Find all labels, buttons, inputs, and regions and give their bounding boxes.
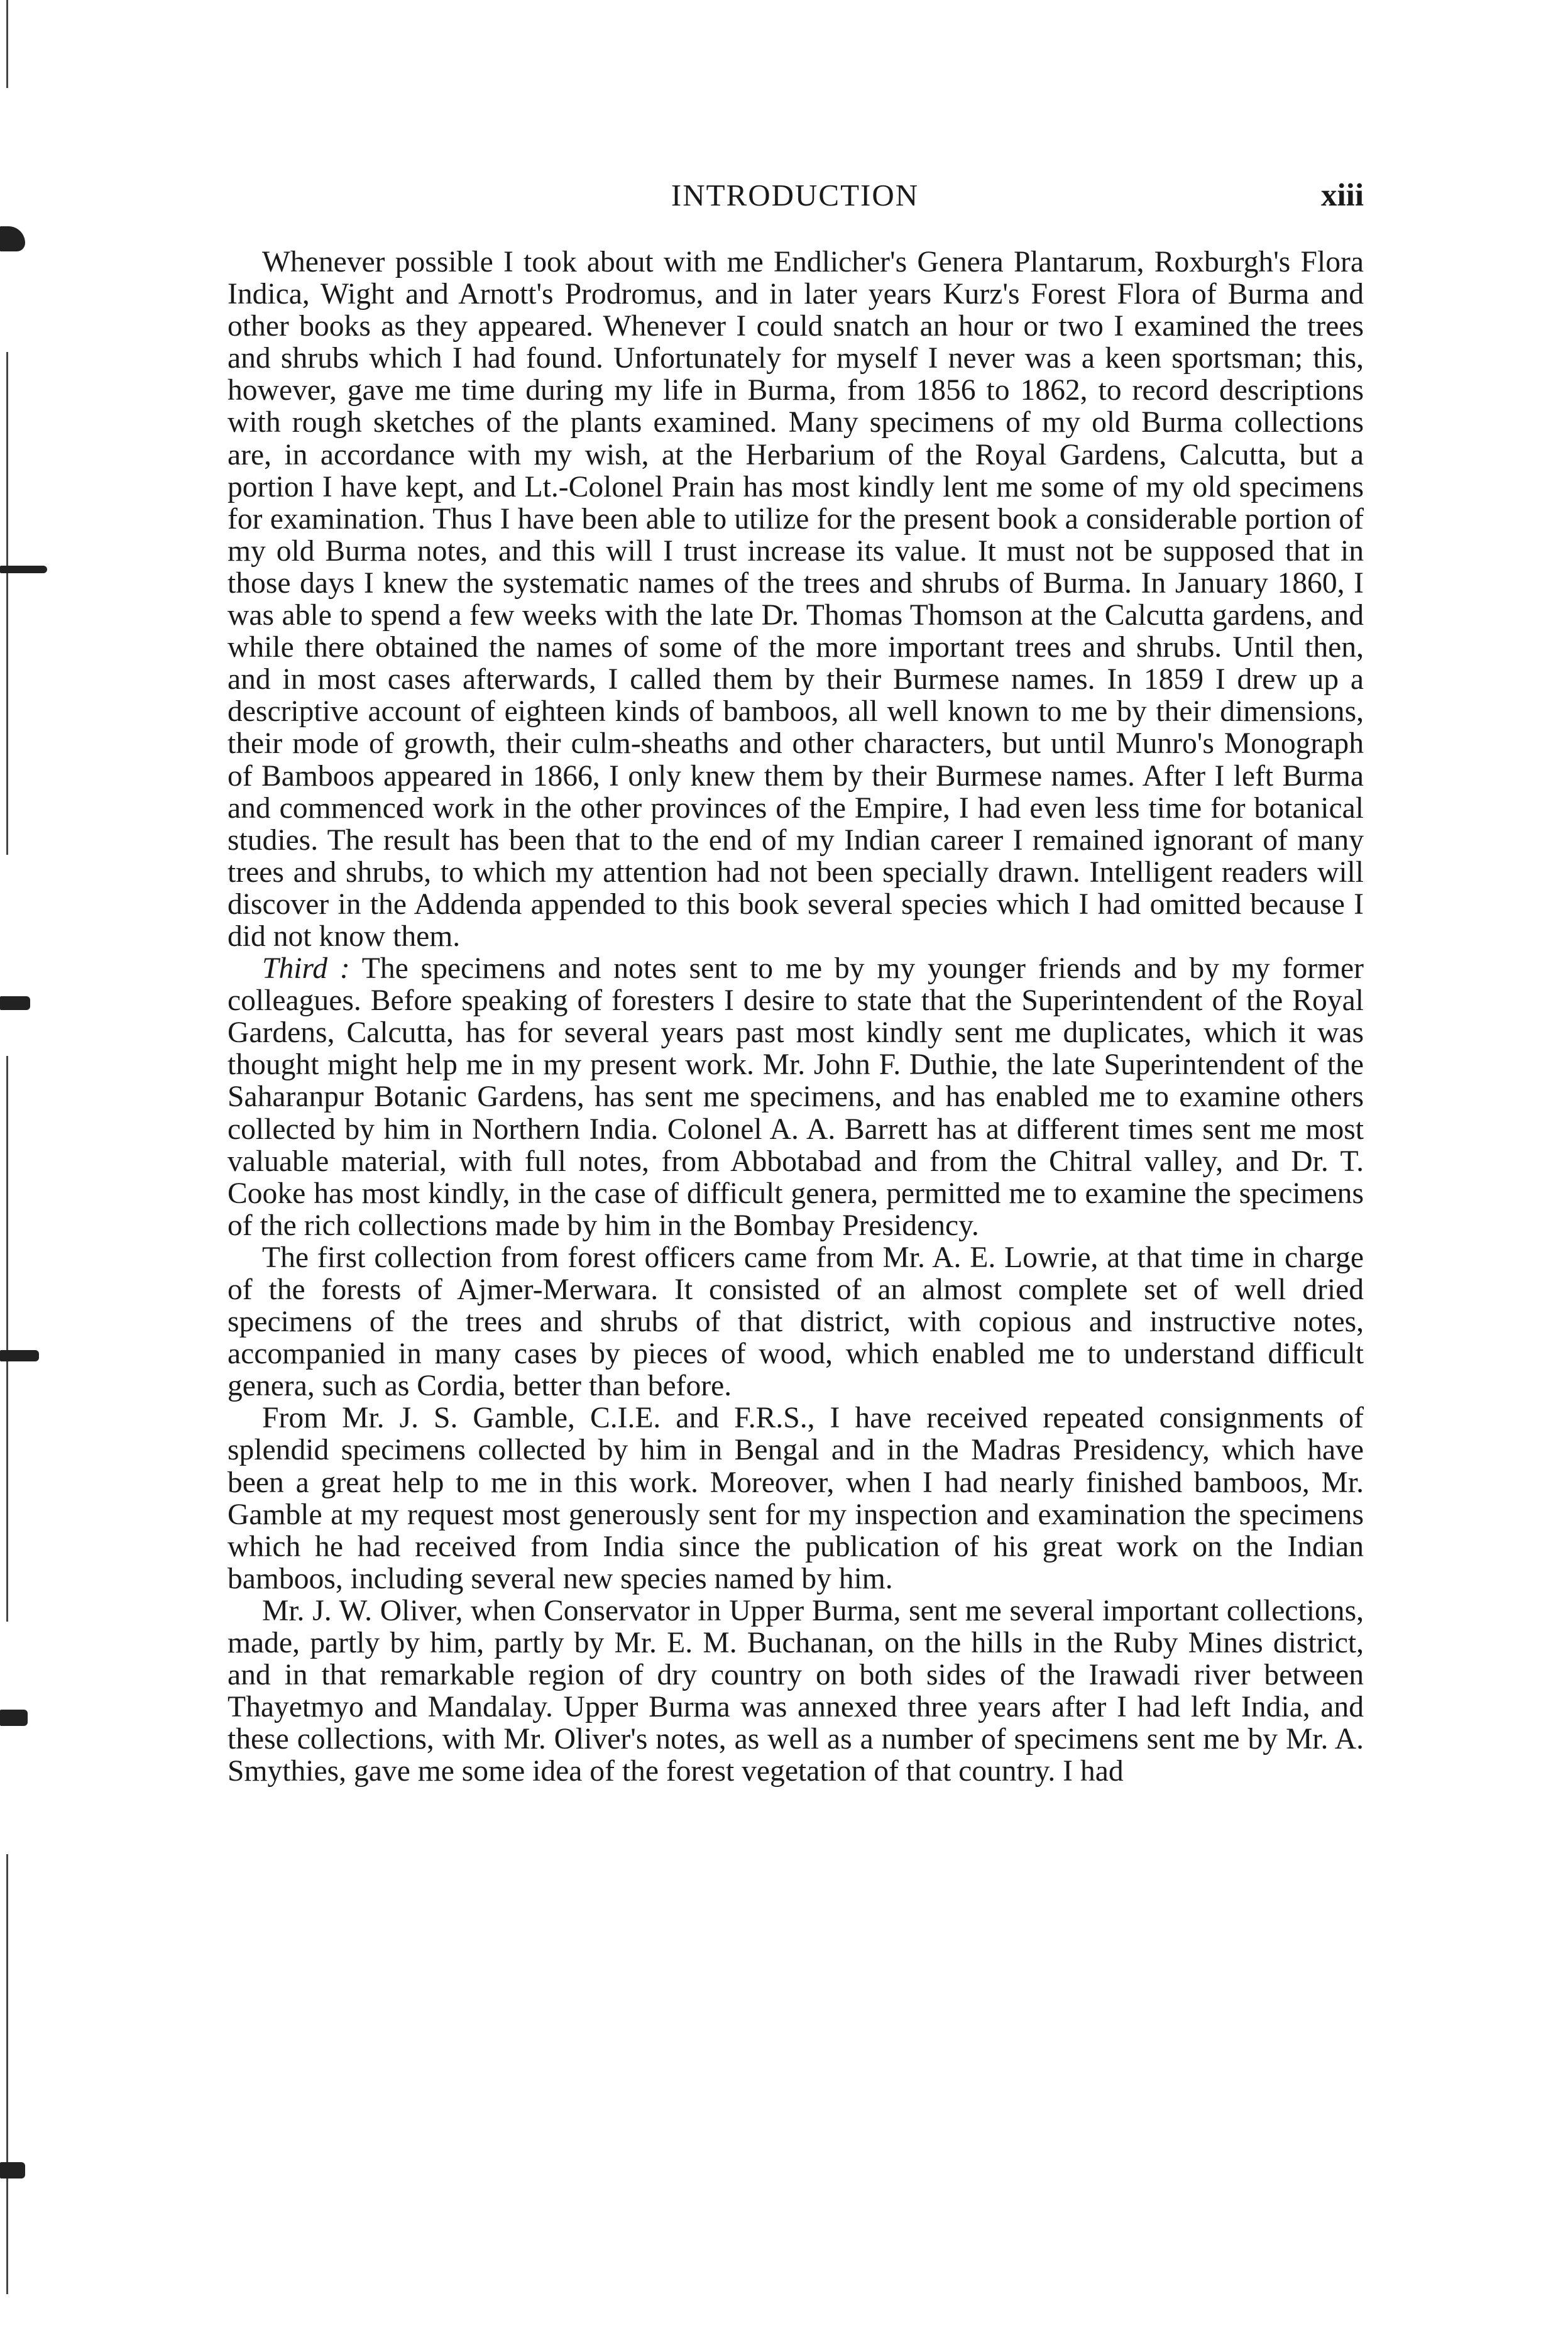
- scan-margin-mark: [0, 226, 25, 251]
- page-number: xiii: [1320, 178, 1364, 213]
- paragraph: [228, 1242, 1364, 1402]
- scan-margin-mark: [0, 996, 30, 1010]
- paragraph: [228, 246, 1364, 953]
- scan-margin-mark: [0, 1710, 28, 1726]
- paragraph: [228, 1595, 1364, 1788]
- paragraph: [228, 1402, 1364, 1595]
- scan-margin-mark: [0, 1350, 39, 1361]
- binding-edge-rule: [6, 352, 8, 855]
- paragraph-text: The specimens and notes sent to me by my younger friends and by my former colleagues. Before speaking of foresters I desire to state that the Superintendent of the Royal Gardens, Calcutta, has for several years past most kindly sent me duplicates, which it was thought might help me in my present work. Mr. John F. Duthie, the late Superintendent of the Saharanpur Botanic Gardens, has sent me specimens, and has enabled me to examine others collected by him in Northern India. Colonel A. A. Barrett has at different times sent me most valuable material, with full notes, from Abbotabad and from the Chitral valley, and Dr. T. Cooke has most kindly, in the case of difficult genera, permitted me to examine the specimens of the rich collections made by him in the Bombay Presidency.: [228, 952, 1364, 1242]
- running-title: INTRODUCTION: [671, 178, 919, 212]
- scan-margin-mark: [0, 2162, 25, 2178]
- body-text: [228, 246, 1364, 1788]
- paragraph-text: Whenever possible I took about with me Endlicher's Genera Plantarum, Roxburgh's Flora Indica, Wight and Arnott's Prodromus, and in later years Kurz's Forest Flora of Burma and other books as they appeared. Whenever I could snatch an hour or two I examined the trees and shrubs which I had found. Unfortunately for myself I never was a keen sportsman; this, however, gave me time during my life in Burma, from 1856 to 1862, to record descriptions with rough sketches of the plants examined. Many specimens of my old Burma collections are, in accordance with my wish, at the Herbarium of the Royal Gardens, Calcutta, but a portion I have kept, and Lt.-Colonel Prain has most kindly lent me some of my old specimens for examination. Thus I have been able to utilize for the present book a considerable portion of my old Burma notes, and this will I trust increase its value. It must not be supposed that in those days I knew the systematic names of the trees and shrubs of Burma. In January 1860, I was able to spend a few weeks with the late Dr. Thomas Thomson at the Calcutta gardens, and while there obtained the names of some of the more important trees and shrubs. Until then, and in most cases afterwards, I called them by their Burmese names. In 1859 I drew up a descriptive account of eighteen kinds of bamboos, all well known to me by their dimensions, their mode of growth, their culm-sheaths and other characters, but until Munro's Monograph of Bamboos appeared in 1866, I only knew them by their Burmese names. After I left Burma and commenced work in the other provinces of the Empire, I had even less time for botanical studies. The result has been that to the end of my Indian career I remained ignorant of many trees and shrubs, to which my attention had not been specially drawn. Intelligent readers will discover in the Addenda appended to this book several species which I had omitted because I did not know them.: [228, 246, 1364, 953]
- running-head: [226, 177, 1364, 221]
- section-label: Third :: [262, 952, 350, 986]
- binding-edge-rule: [6, 0, 8, 88]
- scan-margin-mark: [0, 566, 47, 573]
- paragraph-text: The first collection from forest officers came from Mr. A. E. Lowrie, at that time in charge of the forests of Ajmer-Merwara. It consisted of an almost complete set of well dried specimens of the trees and shrubs of that district, with copious and instructive notes, accompanied in many cases by pieces of wood, which enabled me to understand difficult genera, such as Cordia, better than before.: [228, 1241, 1364, 1403]
- paragraph-text: From Mr. J. S. Gamble, C.I.E. and F.R.S., I have received repeated consignments of splendid specimens collected by him in Bengal and in the Madras Presidency, which have been a great help to me in this work. Moreover, when I had nearly finished bamboos, Mr. Gamble at my request most generously sent for my inspection and examination the specimens which he had received from India since the publication of his great work on the Indian bamboos, including several new species named by him.: [228, 1402, 1364, 1595]
- paragraph: [228, 953, 1364, 1242]
- binding-edge-rule: [6, 1056, 8, 1622]
- binding-edge-rule: [6, 1854, 8, 2294]
- paragraph-text: Mr. J. W. Oliver, when Conservator in Upper Burma, sent me several important collections, made, partly by him, partly by Mr. E. M. Buchanan, on the hills in the Ruby Mines district, and in that remarkable region of dry country on both sides of the Irawadi river between Thayetmyo and Mandalay. Upper Burma was annexed three years after I had left India, and these collections, with Mr. Oliver's notes, as well as a number of specimens sent me by Mr. A. Smythies, gave me some idea of the forest vegetation of that country. I had: [228, 1594, 1364, 1788]
